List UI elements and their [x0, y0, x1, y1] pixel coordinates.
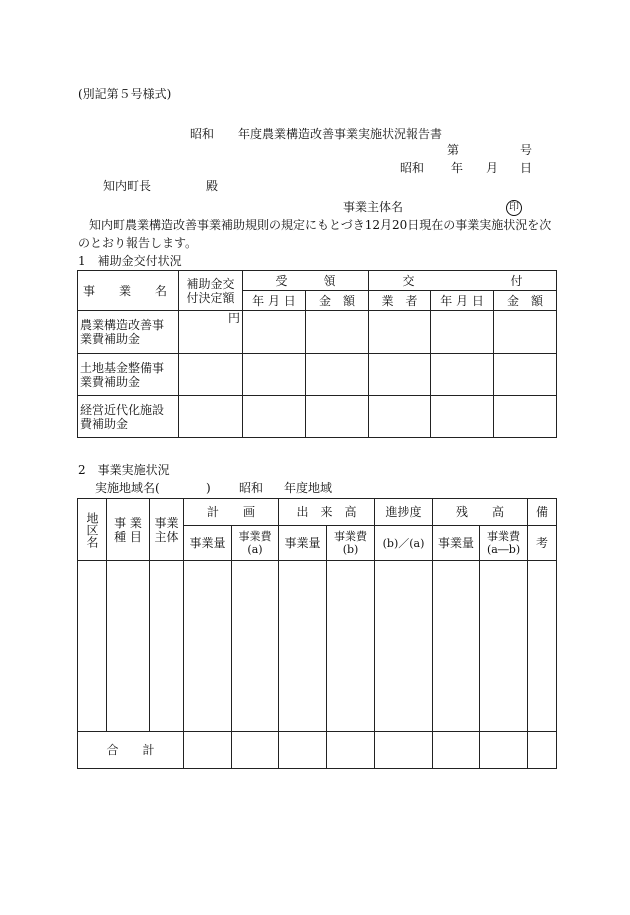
row-project-name: [78, 311, 179, 354]
row-cell: [243, 396, 306, 438]
row-cell: [528, 561, 557, 732]
sub-done-cost: [327, 526, 375, 561]
sub-done-cost-label: 事業費: [334, 530, 368, 543]
row-cell: [494, 354, 557, 396]
row-cell: [232, 561, 279, 732]
sub-plan-qty: 事業量: [184, 526, 232, 561]
row-cell: [243, 311, 306, 354]
row-cell: [327, 732, 375, 769]
row-cell: [327, 561, 375, 732]
row-cell: [179, 354, 243, 396]
date-month: 月: [486, 161, 499, 175]
area-close: ): [206, 481, 211, 495]
doc-number-go: 号: [520, 143, 533, 157]
table-row: [78, 311, 557, 354]
date-era: 昭和: [400, 161, 425, 175]
col-progress: 進捗度: [375, 499, 433, 526]
sub-ratio: (b)／(a): [375, 526, 433, 561]
row-cell: [107, 561, 150, 732]
sub-remain-cost-label: 事業費: [487, 530, 521, 543]
sub-issued-amount: 金 額: [494, 291, 557, 311]
row-cell: [184, 561, 232, 732]
col-district: 地区名: [78, 499, 107, 561]
row-cell: [306, 354, 369, 396]
row-cell: [279, 732, 327, 769]
row-project-line1: 土地基金整備事: [80, 360, 165, 375]
unit-yen: 円: [227, 311, 240, 325]
col-plan: 計 画: [184, 499, 279, 526]
implementation-table: [77, 498, 557, 769]
row-cell: [150, 561, 184, 732]
row-project-line2: 業費補助金: [80, 332, 141, 346]
row-cell: [431, 354, 494, 396]
body-line-2: のとおり報告します。: [78, 236, 198, 250]
row-decision-amount: [179, 311, 243, 354]
body-line-1: 知内町農業構造改善事業補助規則の規定にもとづき12月20日現在の事業実施状況を次: [89, 218, 552, 232]
table-row: [78, 354, 557, 396]
col-project-name: 事 業 名: [78, 271, 179, 311]
col-type-line1: 事 業: [114, 515, 142, 530]
sub-remain-cost: [480, 526, 528, 561]
addressee: 知内町長: [103, 179, 152, 193]
operator-label: 事業主体名: [343, 200, 404, 214]
row-project-name: [78, 396, 179, 438]
col-remain: 残 高: [433, 499, 528, 526]
section1-heading: 1 補助金交付状況: [78, 254, 182, 268]
row-cell: [306, 396, 369, 438]
area-label: 実施地域名(: [95, 481, 160, 495]
col-issued: 交 付: [369, 271, 557, 291]
row-cell: [306, 311, 369, 354]
table-row: [78, 396, 557, 438]
section2-heading: 2 事業実施状況: [78, 463, 170, 477]
row-cell: [433, 732, 480, 769]
col-entity: [150, 499, 184, 561]
sub-received-amount: 金 額: [306, 291, 369, 311]
sub-remain-qty: 事業量: [433, 526, 480, 561]
row-cell: [179, 396, 243, 438]
sub-plan-cost-label: 事業費: [238, 530, 272, 543]
sub-done-qty: 事業量: [279, 526, 327, 561]
area-era: 昭和: [239, 481, 264, 495]
seal-char: 印: [506, 200, 522, 216]
doc-number-dai: 第: [447, 143, 460, 157]
row-cell: [232, 732, 279, 769]
col-decision-line1: 補助金交: [186, 276, 235, 291]
row-cell: [480, 561, 528, 732]
col-done: 出 来 高: [279, 499, 375, 526]
date-year: 年: [451, 161, 464, 175]
col-notes-top: 備: [528, 499, 557, 526]
col-notes-bottom: 考: [528, 526, 557, 561]
col-type-line2: 種 目: [114, 529, 142, 544]
row-cell: [375, 732, 433, 769]
row-cell: [528, 732, 557, 769]
row-cell: [369, 354, 431, 396]
row-cell: [431, 311, 494, 354]
sub-received-date: 年 月 日: [243, 291, 306, 311]
col-decision-line2: 付決定額: [186, 290, 235, 305]
date-day: 日: [520, 161, 533, 175]
area-suffix: 年度地域: [284, 481, 333, 495]
sub-done-cost-b: (b): [342, 543, 359, 556]
row-project-line2: 業費補助金: [80, 374, 141, 389]
sub-plan-cost-a: (a): [247, 543, 263, 556]
row-cell: [243, 354, 306, 396]
row-cell: [184, 732, 232, 769]
seal-mark: [506, 199, 522, 216]
row-project-line2: 費補助金: [80, 416, 129, 431]
addressee-honorific: 殿: [206, 179, 219, 193]
sub-plan-cost: [232, 526, 279, 561]
sub-issued-date: 年 月 日: [431, 291, 494, 311]
sub-company: 業 者: [369, 291, 431, 311]
table-row: [78, 561, 557, 732]
row-cell: [369, 311, 431, 354]
row-cell: [433, 561, 480, 732]
row-cell: [494, 396, 557, 438]
report-title: 年度農業構造改善事業実施状況報告書: [238, 127, 443, 141]
subsidy-table: [77, 270, 557, 438]
form-number: (別記第５号様式): [78, 87, 172, 101]
col-entity-line1: 事業: [154, 515, 179, 530]
total-row: [78, 732, 557, 769]
col-decision-amount: [179, 271, 243, 311]
row-cell: [431, 396, 494, 438]
col-received: 受 領: [243, 271, 369, 291]
title-era: 昭和: [190, 127, 215, 141]
row-cell: [375, 561, 433, 732]
sub-remain-cost-ab: (a―b): [486, 543, 521, 556]
row-cell: [480, 732, 528, 769]
total-label: 合 計: [78, 732, 184, 769]
row-project-line1: 農業構造改善事: [80, 318, 165, 332]
row-cell: [78, 561, 107, 732]
col-entity-line2: 主体: [154, 529, 179, 544]
row-cell: [369, 396, 431, 438]
row-cell: [279, 561, 327, 732]
row-project-line1: 経営近代化施設: [80, 402, 165, 417]
row-cell: [494, 311, 557, 354]
row-project-name: [78, 354, 179, 396]
col-type: [107, 499, 150, 561]
